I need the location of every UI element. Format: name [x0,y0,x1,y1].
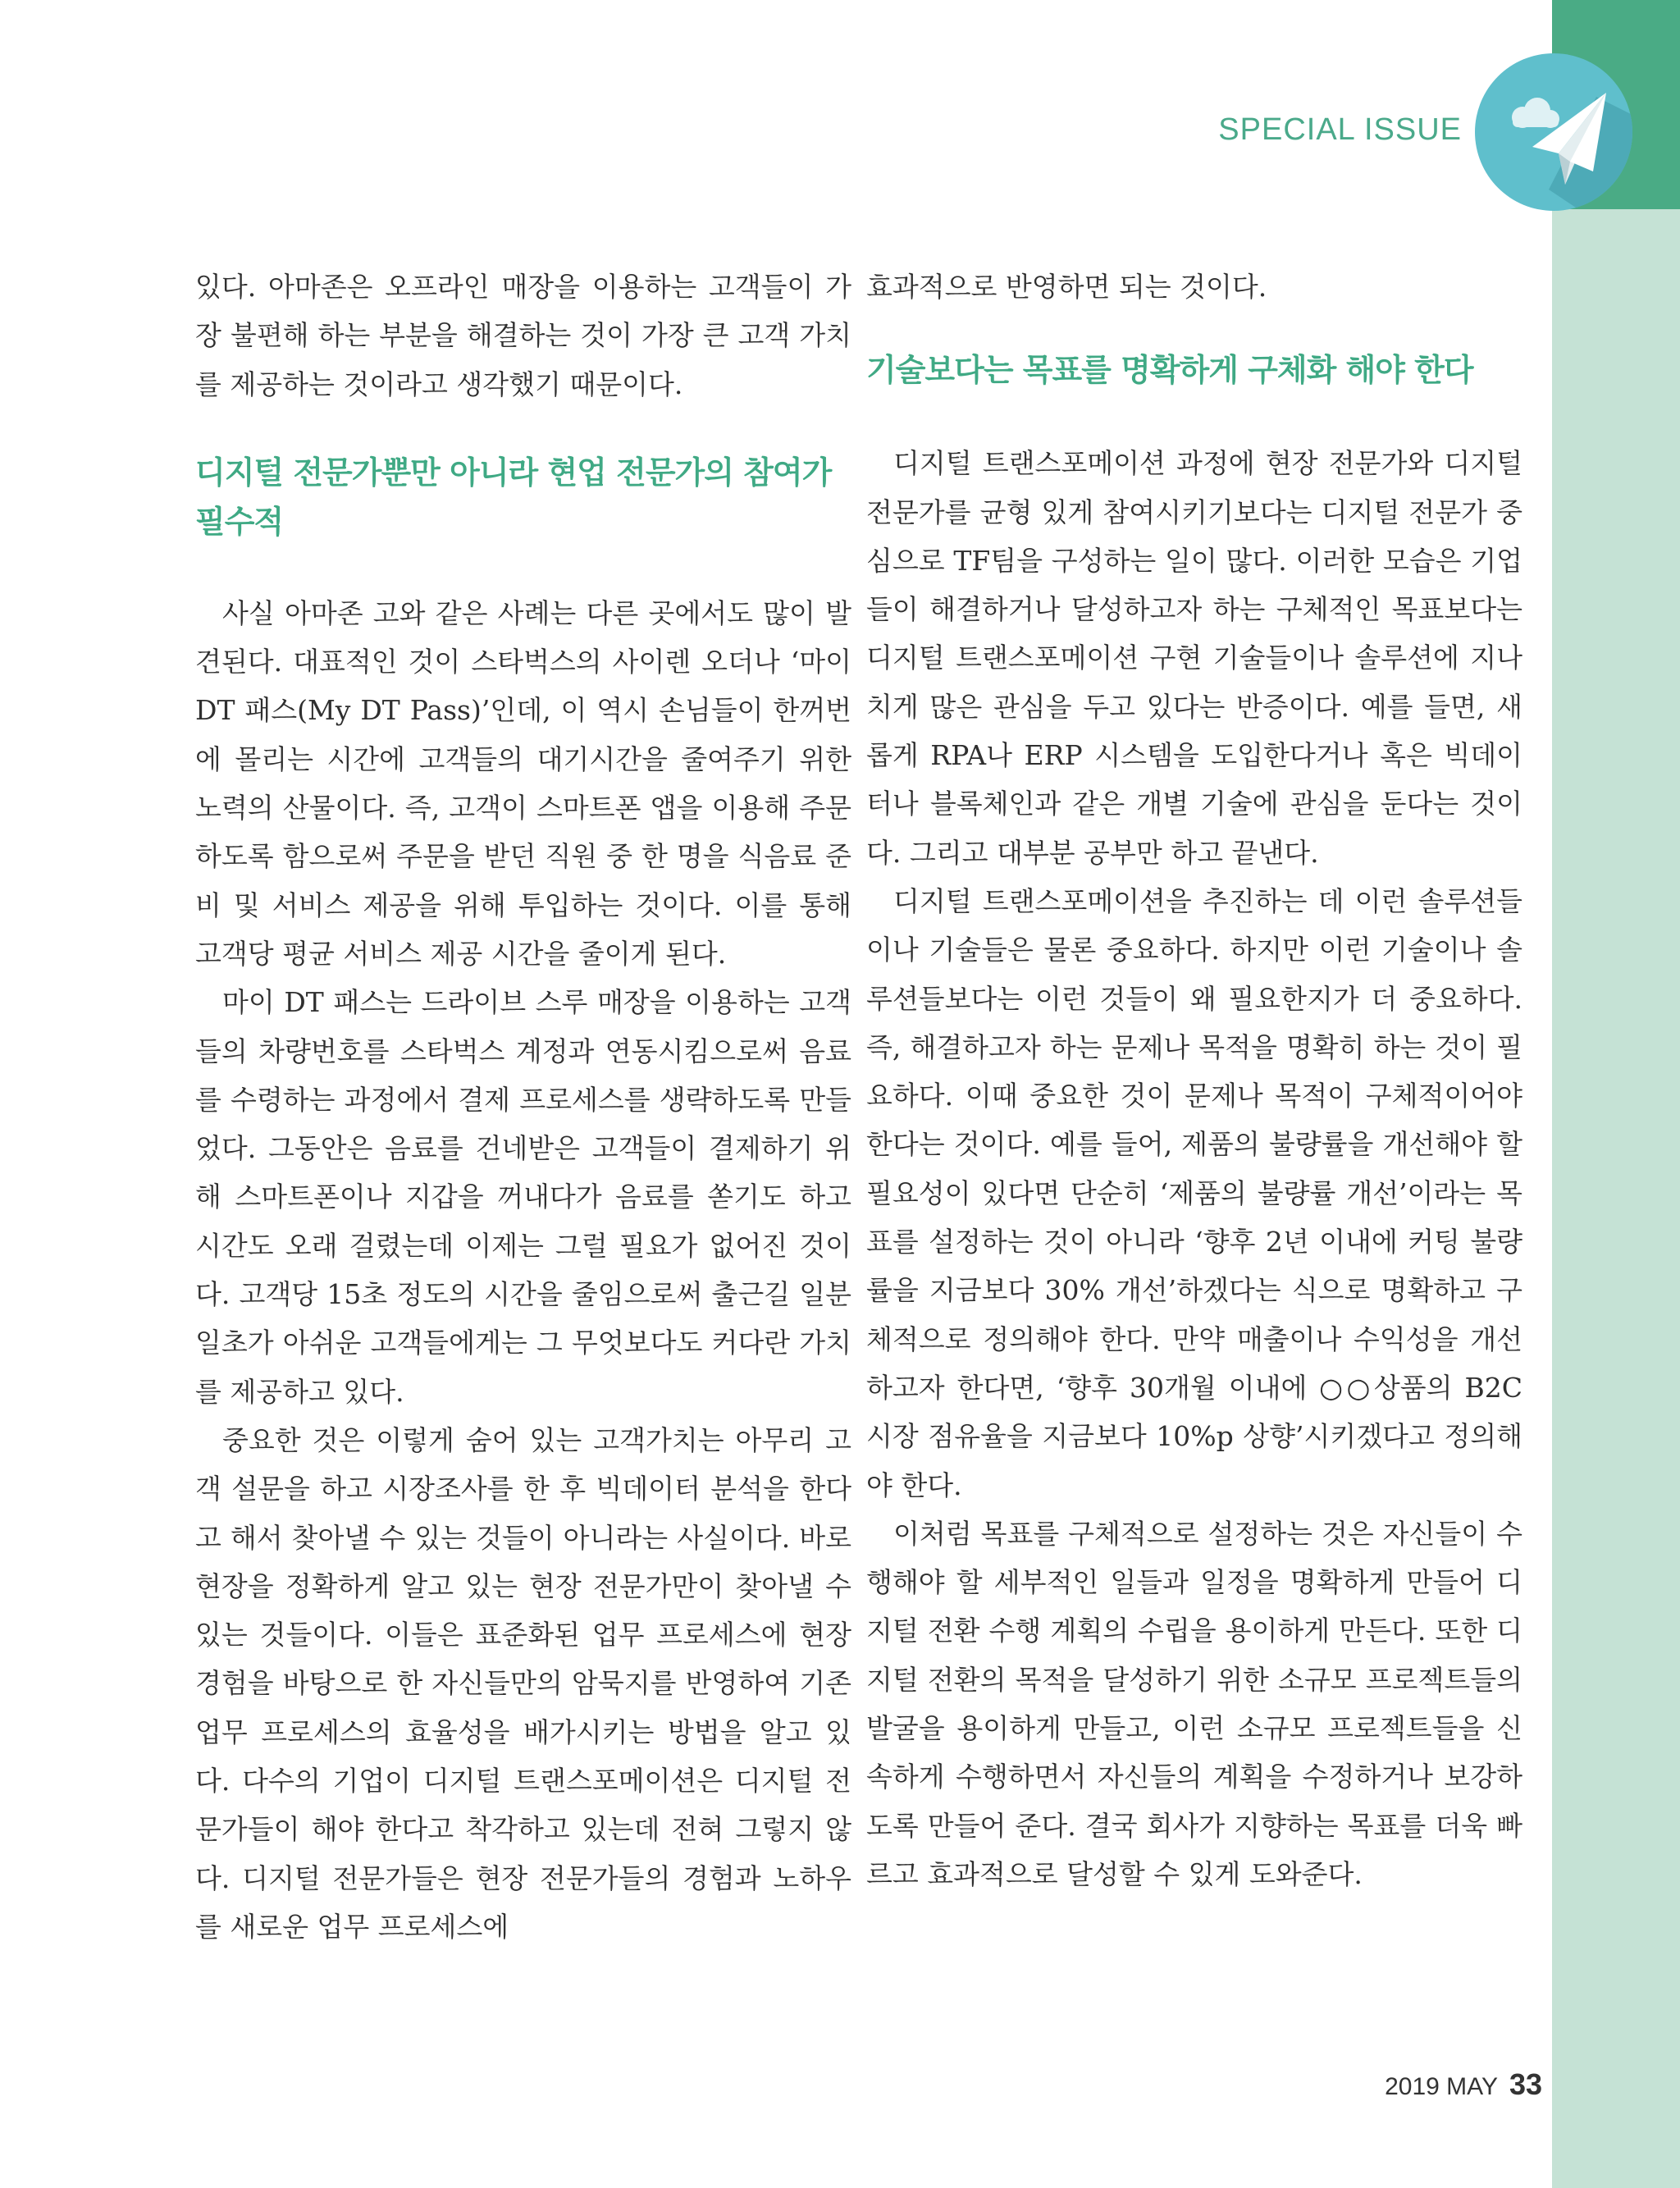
right-column [866,263,1522,1898]
paragraph: 디지털 트랜스포메이션을 추진하는 데 이런 솔루션들이나 기술들은 물론 중요하다. 하지만 이런 기술이나 솔루션들보다는 이런 것들이 왜 필요한지가 더 중요하다. 즉, 해결하고자 하는 문제나 목적을 명확히 하는 것이 필요하다. 이때 중요한 것이 문제나 목적이 구체적이어야 한다는 것이다. 예를 들어, 제품의 불량률을 개선해야 할 필요성이 있다면 단순히 ‘제품의 불량률 개선’이라는 목표를 설정하는 것이 아니라 ‘향후 2년 이내에 커팅 불량률을 지금보다 30% 개선’하겠다는 식으로 명확하고 구체적으로 정의해야 한다. 만약 매출이나 수익성을 개선하고자 한다면, ‘향후 30개월 이내에 ○○상품의 B2C 시장 점유율을 지금보다 10%p 상향’시키겠다고 정의해야 한다. [866,884,1522,1501]
section-label: SPECIAL ISSUE [1218,112,1462,147]
paragraph: 중요한 것은 이렇게 숨어 있는 고객가치는 아무리 고객 설문을 하고 시장조사를 한 후 빅데이터 분석을 한다고 해서 찾아낼 수 있는 것들이 아니라는 사실이다. 바로 현장을 정확하게 알고 있는 현장 전문가만이 찾아낼 수 있는 것들이다. 이들은 표준화된 업무 프로세스에 현장 경험을 바탕으로 한 자신들만의 암묵지를 반영하여 기존 업무 프로세스의 효율성을 배가시키는 방법을 알고 있다. 다수의 기업이 디지털 트랜스포메이션은 디지털 전문가들이 해야 한다고 착각하고 있는데 전혀 그렇지 않다. 디지털 전문가들은 현장 전문가들의 경험과 노하우를 새로운 업무 프로세스에 [195,1423,851,1943]
paragraph: 이처럼 목표를 구체적으로 설정하는 것은 자신들이 수행해야 할 세부적인 일들과 일정을 명확하게 만들어 디지털 전환 수행 계획의 수립을 용이하게 만든다. 또한 디지털 전환의 목적을 달성하기 위한 소규모 프로젝트들의 발굴을 용이하게 만들고, 이런 소규모 프로젝트들을 신속하게 수행하면서 자신들의 계획을 수정하거나 보강하도록 만들어 준다. 결국 회사가 지향하는 목표를 더욱 빠르고 효과적으로 달성할 수 있게 도와준다. [866,1517,1522,1890]
paragraph: 사실 아마존 고와 같은 사례는 다른 곳에서도 많이 발견된다. 대표적인 것이 스타벅스의 사이렌 오더나 ‘마이 DT 패스(My DT Pass)’인데, 이 역시 손님들이 한꺼번에 몰리는 시간에 고객들의 대기시간을 줄여주기 위한 노력의 산물이다. 즉, 고객이 스마트폰 앱을 이용해 주문하도록 함으로써 주문을 받던 직원 중 한 명을 식음료 준비 및 서비스 제공을 위해 투입하는 것이다. 이를 통해 고객당 평균 서비스 제공 시간을 줄이게 된다. [195,596,851,970]
paragraph: 효과적으로 반영하면 되는 것이다. [866,271,1267,303]
paragraph: 있다. 아마존은 오프라인 매장을 이용하는 고객들이 가장 불편해 하는 부분을 해결하는 것이 가장 큰 고객 가치를 제공하는 것이라고 생각했기 때문이다. [195,271,851,400]
section-heading: 기술보다는 목표를 명확하게 구체화 해야 한다 [866,352,1473,389]
paragraph: 디지털 트랜스포메이션 과정에 현장 전문가와 디지털 전문가를 균형 있게 참여시키기보다는 디지털 전문가 중심으로 TF팀을 구성하는 일이 많다. 이러한 모습은 기업들이 해결하거나 달성하고자 하는 구체적인 목표보다는 디지털 트랜스포메이션 구현 기술들이나 솔루션에 지나치게 많은 관심을 두고 있다는 반증이다. 예를 들면, 새롭게 RPA나 ERP 시스템을 도입한다거나 혹은 빅데이터나 블록체인과 같은 개별 기술에 관심을 둔다는 것이다. 그리고 대부분 공부만 하고 끝낸다. [866,447,1522,869]
side-color-band [1552,0,1680,2188]
left-column [195,263,851,1951]
paragraph: 마이 DT 패스는 드라이브 스루 매장을 이용하는 고객들의 차량번호를 스타벅스 계정과 연동시킴으로써 음료를 수령하는 과정에서 결제 프로세스를 생략하도록 만들었다. 그동안은 음료를 건네받은 고객들이 결제하기 위해 스마트폰이나 지갑을 꺼내다가 음료를 쏟기도 하고 시간도 오래 걸렸는데 이제는 그럴 필요가 없어진 것이다. 고객당 15초 정도의 시간을 줄임으로써 출근길 일분일초가 아쉬운 고객들에게는 그 무엇보다도 커다란 가치를 제공하고 있다. [195,986,851,1408]
issue-date: 2019 MAY [1385,2073,1498,2100]
section-heading: 디지털 전문가뿐만 아니라 현업 전문가의 참여가 필수적 [195,454,832,540]
page-number: 33 [1509,2067,1542,2101]
page-footer [1296,2067,1542,2102]
paper-airplane-cloud-icon [1473,52,1634,212]
